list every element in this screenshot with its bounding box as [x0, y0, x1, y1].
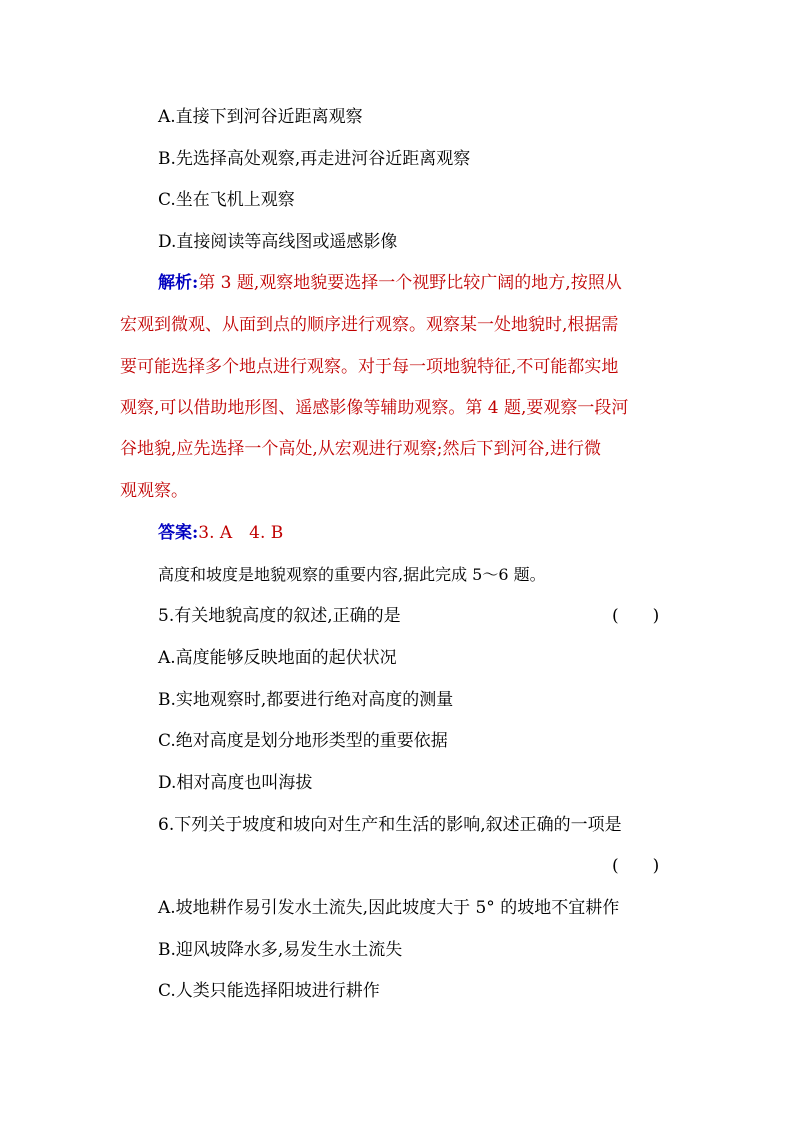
q5-option-b: B.实地观察时,都要进行绝对高度的测量 [158, 690, 454, 710]
analysis-line-2: 宏观到微观、从面到点的顺序进行观察。观察某一处地貌时,根据需 [120, 315, 619, 335]
analysis-line-3: 要可能选择多个地点进行观察。对于每一项地貌特征,不可能都实地 [120, 357, 619, 377]
q4-option-c: C.坐在飞机上观察 [158, 190, 295, 210]
q6-answer-paren: ( ) [612, 856, 660, 876]
analysis-line-4: 观察,可以借助地形图、遥感影像等辅助观察。第 4 题,要观察一段河 [120, 398, 629, 418]
q5-option-c: C.绝对高度是划分地形类型的重要依据 [158, 731, 448, 751]
q6-stem: 6.下列关于坡度和坡向对生产和生活的影响,叙述正确的一项是 [158, 815, 622, 835]
analysis-line-1 [158, 271, 622, 295]
q6-option-c: C.人类只能选择阳坡进行耕作 [158, 981, 380, 1001]
q6-option-b: B.迎风坡降水多,易发生水土流失 [158, 940, 403, 960]
analysis-line-6: 观观察。 [120, 481, 188, 501]
q4-option-a: A.直接下到河谷近距离观察 [158, 107, 363, 127]
q4-option-d: D.直接阅读等高线图或遥感影像 [158, 232, 398, 252]
intro-text: 高度和坡度是地貌观察的重要内容,据此完成 5～6 题。 [158, 565, 546, 584]
answer-value: 3. A 4. B [198, 523, 284, 543]
q5-option-a: A.高度能够反映地面的起伏状况 [158, 648, 397, 668]
q6-option-a: A.坡地耕作易引发水土流失,因此坡度大于 5° 的坡地不宜耕作 [158, 898, 620, 918]
answer-line [158, 521, 283, 545]
analysis-text-1: 第 3 题,观察地貌要选择一个视野比较广阔的地方,按照从 [198, 273, 622, 293]
q5-answer-paren: ( ) [612, 606, 660, 626]
q4-option-b: B.先选择高处观察,再走进河谷近距离观察 [158, 149, 471, 169]
analysis-label: 解析: [158, 273, 199, 293]
q5-stem: 5.有关地貌高度的叙述,正确的是 [158, 606, 401, 626]
answer-label: 答案: [158, 523, 199, 543]
q5-option-d: D.相对高度也叫海拔 [158, 773, 313, 793]
analysis-line-5: 谷地貌,应先选择一个高处,从宏观进行观察;然后下到河谷,进行微 [120, 439, 601, 459]
